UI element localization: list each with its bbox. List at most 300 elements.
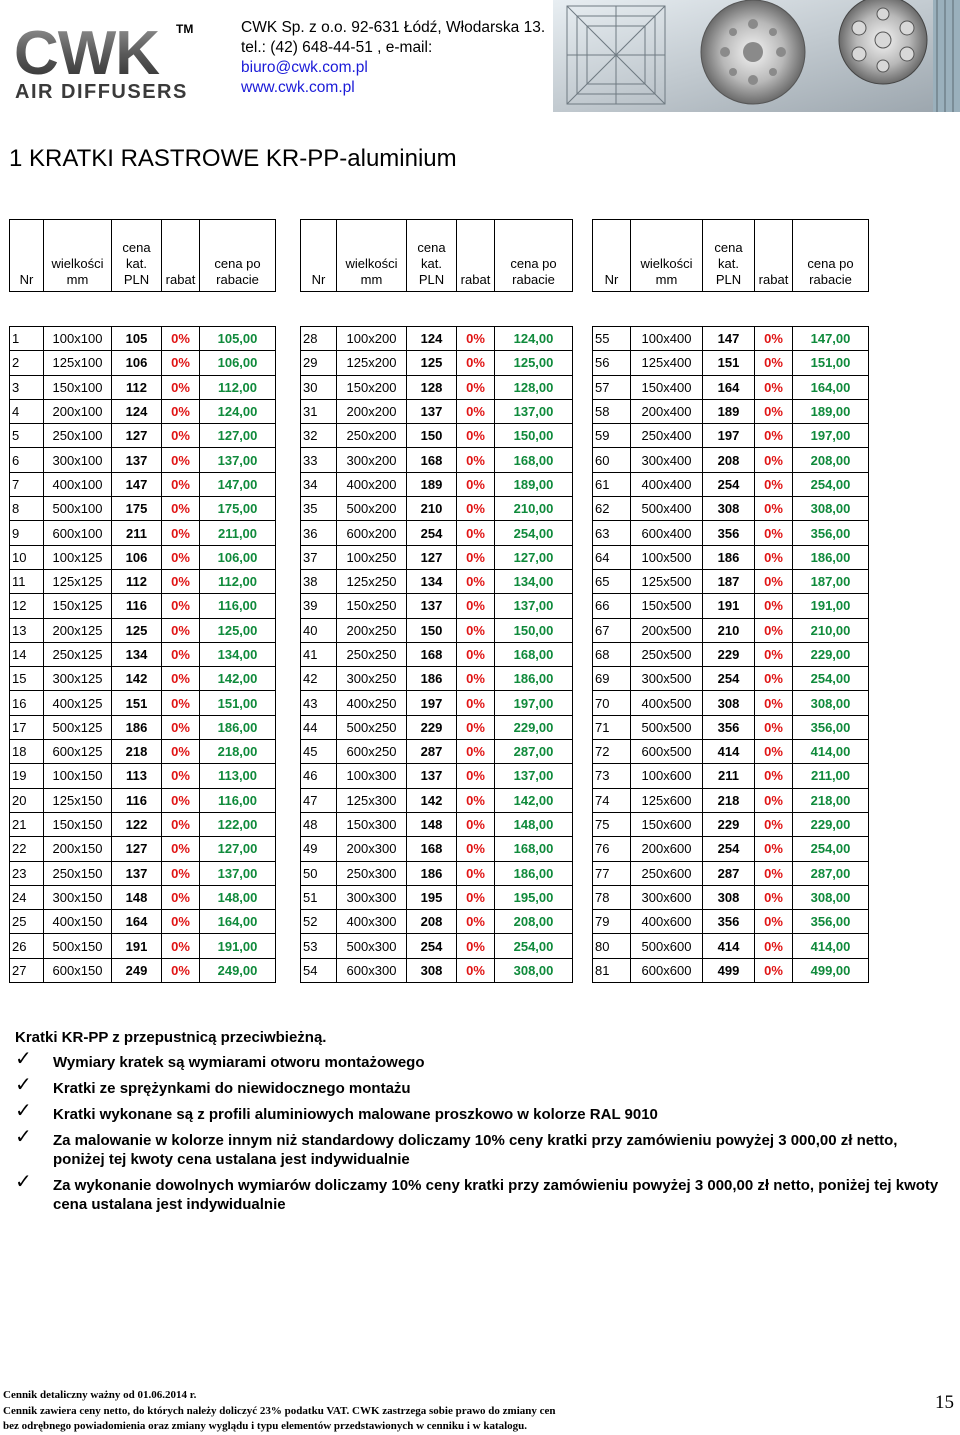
final-price-cell: 308,00 xyxy=(793,497,869,521)
discount-cell: 0% xyxy=(457,448,495,472)
size-cell: 400x200 xyxy=(337,472,407,496)
catalog-price-cell: 356 xyxy=(703,910,755,934)
row-number: 47 xyxy=(301,788,337,812)
discount-cell: 0% xyxy=(755,351,793,375)
note-item xyxy=(15,1126,945,1169)
final-price-cell: 308,00 xyxy=(793,691,869,715)
table-row xyxy=(593,594,869,618)
table-row xyxy=(593,885,869,909)
size-cell: 200x125 xyxy=(44,618,112,642)
header-price-text: kat. xyxy=(421,256,442,271)
discount-cell: 0% xyxy=(162,351,200,375)
table-row xyxy=(593,812,869,836)
header-price-text: kat. xyxy=(126,256,147,271)
final-price-cell: 168,00 xyxy=(495,837,573,861)
header-nr-text: Nr xyxy=(19,272,34,287)
row-number: 48 xyxy=(301,812,337,836)
final-price-cell: 186,00 xyxy=(200,715,276,739)
header-nr xyxy=(10,220,44,292)
table-row xyxy=(301,521,573,545)
discount-cell: 0% xyxy=(162,594,200,618)
size-cell: 100x100 xyxy=(44,327,112,351)
final-price-cell: 148,00 xyxy=(200,885,276,909)
final-price-cell: 254,00 xyxy=(495,521,573,545)
table-row xyxy=(10,667,276,691)
catalog-price-cell: 125 xyxy=(112,618,162,642)
size-cell: 125x100 xyxy=(44,351,112,375)
final-price-cell: 106,00 xyxy=(200,545,276,569)
row-number: 55 xyxy=(593,327,631,351)
size-cell: 600x300 xyxy=(337,958,407,982)
final-price-cell: 499,00 xyxy=(793,958,869,982)
checkmark-icon: ✓ xyxy=(15,1126,32,1148)
footer xyxy=(3,1388,556,1435)
catalog-price-cell: 195 xyxy=(407,885,457,909)
row-number: 25 xyxy=(10,910,44,934)
row-number: 60 xyxy=(593,448,631,472)
catalog-price-cell: 218 xyxy=(703,788,755,812)
row-number: 61 xyxy=(593,472,631,496)
discount-cell: 0% xyxy=(162,910,200,934)
discount-cell: 0% xyxy=(162,618,200,642)
row-number: 49 xyxy=(301,837,337,861)
size-cell: 100x500 xyxy=(631,545,703,569)
final-price-cell: 218,00 xyxy=(200,740,276,764)
row-number: 32 xyxy=(301,424,337,448)
size-cell: 250x600 xyxy=(631,861,703,885)
header-size-text: mm xyxy=(655,272,678,287)
header-final-price-text: rabacie xyxy=(512,272,555,287)
table-row xyxy=(301,618,573,642)
discount-cell: 0% xyxy=(457,740,495,764)
final-price-cell: 254,00 xyxy=(793,837,869,861)
discount-cell: 0% xyxy=(457,545,495,569)
final-price-cell: 197,00 xyxy=(495,691,573,715)
row-number: 71 xyxy=(593,715,631,739)
discount-cell: 0% xyxy=(162,448,200,472)
discount-cell: 0% xyxy=(755,861,793,885)
row-number: 37 xyxy=(301,545,337,569)
row-number: 1 xyxy=(10,327,44,351)
discount-cell: 0% xyxy=(457,861,495,885)
catalog-price-cell: 128 xyxy=(407,375,457,399)
catalog-price-cell: 116 xyxy=(112,788,162,812)
discount-cell: 0% xyxy=(162,521,200,545)
discount-cell: 0% xyxy=(457,521,495,545)
table-row xyxy=(10,764,276,788)
final-price-cell: 127,00 xyxy=(200,837,276,861)
row-number: 2 xyxy=(10,351,44,375)
final-price-cell: 125,00 xyxy=(495,351,573,375)
size-cell: 125x300 xyxy=(337,788,407,812)
table-row xyxy=(301,764,573,788)
note-text: Za malowanie w kolorze innym niż standardowy doliczamy 10% ceny kratki przy zamówieniu powyżej 3 000,00 zł netto, poniżej tej kwoty cena ustalana jest indywidualnie xyxy=(53,1132,898,1168)
final-price-cell: 208,00 xyxy=(495,910,573,934)
header-size-text: wielkości xyxy=(51,256,104,271)
discount-cell: 0% xyxy=(457,691,495,715)
header-final-price-text: cena po xyxy=(807,256,854,271)
final-price-cell: 137,00 xyxy=(200,861,276,885)
table-row xyxy=(301,885,573,909)
table-row xyxy=(301,375,573,399)
row-number: 27 xyxy=(10,958,44,982)
discount-cell: 0% xyxy=(457,375,495,399)
table-row xyxy=(10,545,276,569)
checkmark-icon: ✓ xyxy=(15,1100,32,1122)
size-cell: 400x250 xyxy=(337,691,407,715)
table-row xyxy=(10,691,276,715)
table-row xyxy=(301,861,573,885)
header-price xyxy=(703,220,755,292)
size-cell: 150x300 xyxy=(337,812,407,836)
size-cell: 100x125 xyxy=(44,545,112,569)
row-number: 34 xyxy=(301,472,337,496)
catalog-price-cell: 125 xyxy=(407,351,457,375)
row-number: 17 xyxy=(10,715,44,739)
final-price-cell: 137,00 xyxy=(495,594,573,618)
table-row xyxy=(10,594,276,618)
size-cell: 300x250 xyxy=(337,667,407,691)
header-size-text: wielkości xyxy=(640,256,693,271)
catalog-price-cell: 137 xyxy=(112,861,162,885)
catalog-price-cell: 137 xyxy=(407,764,457,788)
discount-cell: 0% xyxy=(162,642,200,666)
size-cell: 400x125 xyxy=(44,691,112,715)
header-final-price xyxy=(200,220,276,292)
final-price-cell: 356,00 xyxy=(793,715,869,739)
size-cell: 500x300 xyxy=(337,934,407,958)
discount-cell: 0% xyxy=(755,812,793,836)
table-row xyxy=(301,448,573,472)
final-price-cell: 287,00 xyxy=(495,740,573,764)
catalog-price-cell: 356 xyxy=(703,715,755,739)
catalog-price-cell: 112 xyxy=(112,569,162,593)
row-number: 63 xyxy=(593,521,631,545)
discount-cell: 0% xyxy=(457,569,495,593)
table-row xyxy=(10,424,276,448)
row-number: 18 xyxy=(10,740,44,764)
size-cell: 100x600 xyxy=(631,764,703,788)
website-link[interactable]: www.cwk.com.pl xyxy=(241,79,355,96)
final-price-cell: 254,00 xyxy=(793,667,869,691)
catalog-price-cell: 229 xyxy=(407,715,457,739)
email-link[interactable]: biuro@cwk.com.pl xyxy=(241,59,368,76)
discount-cell: 0% xyxy=(162,545,200,569)
row-number: 26 xyxy=(10,934,44,958)
final-price-cell: 105,00 xyxy=(200,327,276,351)
discount-cell: 0% xyxy=(755,472,793,496)
catalog-price-cell: 168 xyxy=(407,448,457,472)
table-row xyxy=(593,618,869,642)
note-text: Za wykonanie dowolnych wymiarów doliczamy 10% ceny kratki przy zamówieniu powyżej 3 000,00 zł netto, poniżej tej kwoty cena ustalana jest indywidualnie xyxy=(53,1177,939,1213)
size-cell: 150x100 xyxy=(44,375,112,399)
final-price-cell: 254,00 xyxy=(495,934,573,958)
page-number: 15 xyxy=(935,1392,954,1413)
size-cell: 100x150 xyxy=(44,764,112,788)
catalog-price-cell: 148 xyxy=(407,812,457,836)
size-cell: 200x200 xyxy=(337,399,407,423)
discount-cell: 0% xyxy=(457,497,495,521)
final-price-cell: 150,00 xyxy=(495,424,573,448)
row-number: 16 xyxy=(10,691,44,715)
table-row xyxy=(301,472,573,496)
size-cell: 150x500 xyxy=(631,594,703,618)
row-number: 43 xyxy=(301,691,337,715)
company-info xyxy=(241,18,545,98)
final-price-cell: 147,00 xyxy=(200,472,276,496)
size-cell: 300x600 xyxy=(631,885,703,909)
final-price-cell: 189,00 xyxy=(495,472,573,496)
catalog-price-cell: 186 xyxy=(112,715,162,739)
catalog-price-cell: 113 xyxy=(112,764,162,788)
discount-cell: 0% xyxy=(755,618,793,642)
row-number: 40 xyxy=(301,618,337,642)
size-cell: 500x200 xyxy=(337,497,407,521)
table-row xyxy=(593,375,869,399)
table-row xyxy=(301,837,573,861)
catalog-price-cell: 197 xyxy=(703,424,755,448)
discount-cell: 0% xyxy=(457,812,495,836)
table-row xyxy=(301,327,573,351)
footer-line-3: bez odrębnego powiadomienia oraz zmiany wyglądu i typu elementów przedstawionych w cenniku i w katalogu. xyxy=(3,1420,528,1432)
logo-wordmark: CWK xyxy=(14,19,160,88)
size-cell: 300x300 xyxy=(337,885,407,909)
header-price xyxy=(112,220,162,292)
final-price-cell: 191,00 xyxy=(793,594,869,618)
final-price-cell: 168,00 xyxy=(495,448,573,472)
row-number: 73 xyxy=(593,764,631,788)
header-nr-text: Nr xyxy=(604,272,619,287)
discount-cell: 0% xyxy=(755,667,793,691)
note-text: Kratki wykonane są z profili aluminiowych malowane proszkowo w kolorze RAL 9010 xyxy=(53,1106,658,1123)
table-row xyxy=(593,399,869,423)
row-number: 21 xyxy=(10,812,44,836)
discount-cell: 0% xyxy=(162,934,200,958)
discount-cell: 0% xyxy=(162,861,200,885)
catalog-price-cell: 106 xyxy=(112,545,162,569)
table-row xyxy=(10,788,276,812)
size-cell: 400x500 xyxy=(631,691,703,715)
discount-cell: 0% xyxy=(755,448,793,472)
catalog-price-cell: 186 xyxy=(407,667,457,691)
row-number: 11 xyxy=(10,569,44,593)
price-table-3 xyxy=(592,219,869,983)
table-row xyxy=(593,958,869,982)
size-cell: 500x600 xyxy=(631,934,703,958)
final-price-cell: 208,00 xyxy=(793,448,869,472)
size-cell: 400x300 xyxy=(337,910,407,934)
header-final-price xyxy=(793,220,869,292)
discount-cell: 0% xyxy=(755,594,793,618)
row-number: 74 xyxy=(593,788,631,812)
table-row xyxy=(593,934,869,958)
catalog-price-cell: 150 xyxy=(407,618,457,642)
final-price-cell: 210,00 xyxy=(495,497,573,521)
row-number: 59 xyxy=(593,424,631,448)
discount-cell: 0% xyxy=(162,885,200,909)
table-row xyxy=(593,642,869,666)
row-number: 76 xyxy=(593,837,631,861)
size-cell: 150x125 xyxy=(44,594,112,618)
table-row xyxy=(593,521,869,545)
discount-cell: 0% xyxy=(755,691,793,715)
final-price-cell: 106,00 xyxy=(200,351,276,375)
note-item xyxy=(15,1074,945,1098)
final-price-cell: 197,00 xyxy=(793,424,869,448)
size-cell: 500x150 xyxy=(44,934,112,958)
notes-list xyxy=(15,1048,945,1214)
final-price-cell: 186,00 xyxy=(495,667,573,691)
size-cell: 500x500 xyxy=(631,715,703,739)
row-number: 41 xyxy=(301,642,337,666)
catalog-price-cell: 151 xyxy=(112,691,162,715)
table-row xyxy=(301,740,573,764)
discount-cell: 0% xyxy=(755,545,793,569)
row-number: 64 xyxy=(593,545,631,569)
footer-line-2: Cennik zawiera ceny netto, do których należy doliczyć 23% podatku VAT. CWK zastrzega sobie prawo do zmiany cen xyxy=(3,1404,556,1417)
product-notes xyxy=(15,1028,945,1221)
catalog-price-cell: 210 xyxy=(407,497,457,521)
discount-cell: 0% xyxy=(457,618,495,642)
discount-cell: 0% xyxy=(755,497,793,521)
catalog-price-cell: 134 xyxy=(112,642,162,666)
row-number: 67 xyxy=(593,618,631,642)
catalog-price-cell: 116 xyxy=(112,594,162,618)
row-number: 53 xyxy=(301,934,337,958)
header-final-price-text: cena po xyxy=(214,256,261,271)
row-number: 22 xyxy=(10,837,44,861)
final-price-cell: 127,00 xyxy=(200,424,276,448)
discount-cell: 0% xyxy=(162,837,200,861)
row-number: 58 xyxy=(593,399,631,423)
catalog-price-cell: 186 xyxy=(703,545,755,569)
size-cell: 400x600 xyxy=(631,910,703,934)
row-number: 57 xyxy=(593,375,631,399)
table-row xyxy=(593,497,869,521)
final-price-cell: 218,00 xyxy=(793,788,869,812)
size-cell: 200x300 xyxy=(337,837,407,861)
final-price-cell: 189,00 xyxy=(793,399,869,423)
row-number: 42 xyxy=(301,667,337,691)
catalog-price-cell: 254 xyxy=(703,667,755,691)
discount-cell: 0% xyxy=(457,472,495,496)
size-cell: 200x250 xyxy=(337,618,407,642)
row-number: 30 xyxy=(301,375,337,399)
note-item xyxy=(15,1100,945,1124)
row-number: 69 xyxy=(593,667,631,691)
table-row xyxy=(10,934,276,958)
final-price-cell: 356,00 xyxy=(793,910,869,934)
table-row xyxy=(593,424,869,448)
size-cell: 600x250 xyxy=(337,740,407,764)
catalog-price-cell: 175 xyxy=(112,497,162,521)
table-row xyxy=(10,715,276,739)
final-price-cell: 125,00 xyxy=(200,618,276,642)
catalog-price-cell: 127 xyxy=(407,545,457,569)
table-row xyxy=(301,545,573,569)
size-cell: 500x125 xyxy=(44,715,112,739)
row-number: 54 xyxy=(301,958,337,982)
row-number: 4 xyxy=(10,399,44,423)
row-number: 6 xyxy=(10,448,44,472)
size-cell: 300x125 xyxy=(44,667,112,691)
row-number: 33 xyxy=(301,448,337,472)
size-cell: 250x250 xyxy=(337,642,407,666)
final-price-cell: 137,00 xyxy=(495,399,573,423)
table-row xyxy=(10,448,276,472)
discount-cell: 0% xyxy=(755,715,793,739)
table-row xyxy=(10,861,276,885)
catalog-price-cell: 197 xyxy=(407,691,457,715)
catalog-price-cell: 124 xyxy=(407,327,457,351)
size-cell: 400x100 xyxy=(44,472,112,496)
final-price-cell: 116,00 xyxy=(200,594,276,618)
catalog-price-cell: 127 xyxy=(112,424,162,448)
header-final-price-text: rabacie xyxy=(216,272,259,287)
note-text: Wymiary kratek są wymiarami otworu montażowego xyxy=(53,1054,425,1071)
row-number: 79 xyxy=(593,910,631,934)
catalog-price-cell: 134 xyxy=(407,569,457,593)
row-number: 10 xyxy=(10,545,44,569)
row-number: 5 xyxy=(10,424,44,448)
table-row xyxy=(10,618,276,642)
discount-cell: 0% xyxy=(755,375,793,399)
size-cell: 250x150 xyxy=(44,861,112,885)
catalog-price-cell: 191 xyxy=(703,594,755,618)
note-item xyxy=(15,1048,945,1072)
table-row xyxy=(301,594,573,618)
price-table-1 xyxy=(9,219,276,983)
table-row xyxy=(301,691,573,715)
table-row xyxy=(10,910,276,934)
table-row xyxy=(10,351,276,375)
size-cell: 300x400 xyxy=(631,448,703,472)
row-number: 7 xyxy=(10,472,44,496)
table-row xyxy=(593,788,869,812)
size-cell: 250x100 xyxy=(44,424,112,448)
row-number: 15 xyxy=(10,667,44,691)
size-cell: 150x150 xyxy=(44,812,112,836)
catalog-price-cell: 249 xyxy=(112,958,162,982)
final-price-cell: 151,00 xyxy=(793,351,869,375)
discount-cell: 0% xyxy=(162,715,200,739)
size-cell: 200x600 xyxy=(631,837,703,861)
table-row xyxy=(10,642,276,666)
catalog-price-cell: 147 xyxy=(112,472,162,496)
size-cell: 300x150 xyxy=(44,885,112,909)
size-cell: 125x125 xyxy=(44,569,112,593)
final-price-cell: 287,00 xyxy=(793,861,869,885)
discount-cell: 0% xyxy=(755,399,793,423)
discount-cell: 0% xyxy=(162,472,200,496)
final-price-cell: 308,00 xyxy=(495,958,573,982)
table-row xyxy=(593,691,869,715)
discount-cell: 0% xyxy=(755,569,793,593)
row-number: 9 xyxy=(10,521,44,545)
discount-cell: 0% xyxy=(457,788,495,812)
discount-cell: 0% xyxy=(755,740,793,764)
size-cell: 600x150 xyxy=(44,958,112,982)
table-row xyxy=(593,715,869,739)
row-number: 28 xyxy=(301,327,337,351)
catalog-price-cell: 151 xyxy=(703,351,755,375)
discount-cell: 0% xyxy=(755,788,793,812)
size-cell: 150x600 xyxy=(631,812,703,836)
header-price-text: PLN xyxy=(418,272,445,287)
header-discount-text: rabat xyxy=(758,272,789,287)
discount-cell: 0% xyxy=(162,424,200,448)
catalog-price-cell: 168 xyxy=(407,837,457,861)
